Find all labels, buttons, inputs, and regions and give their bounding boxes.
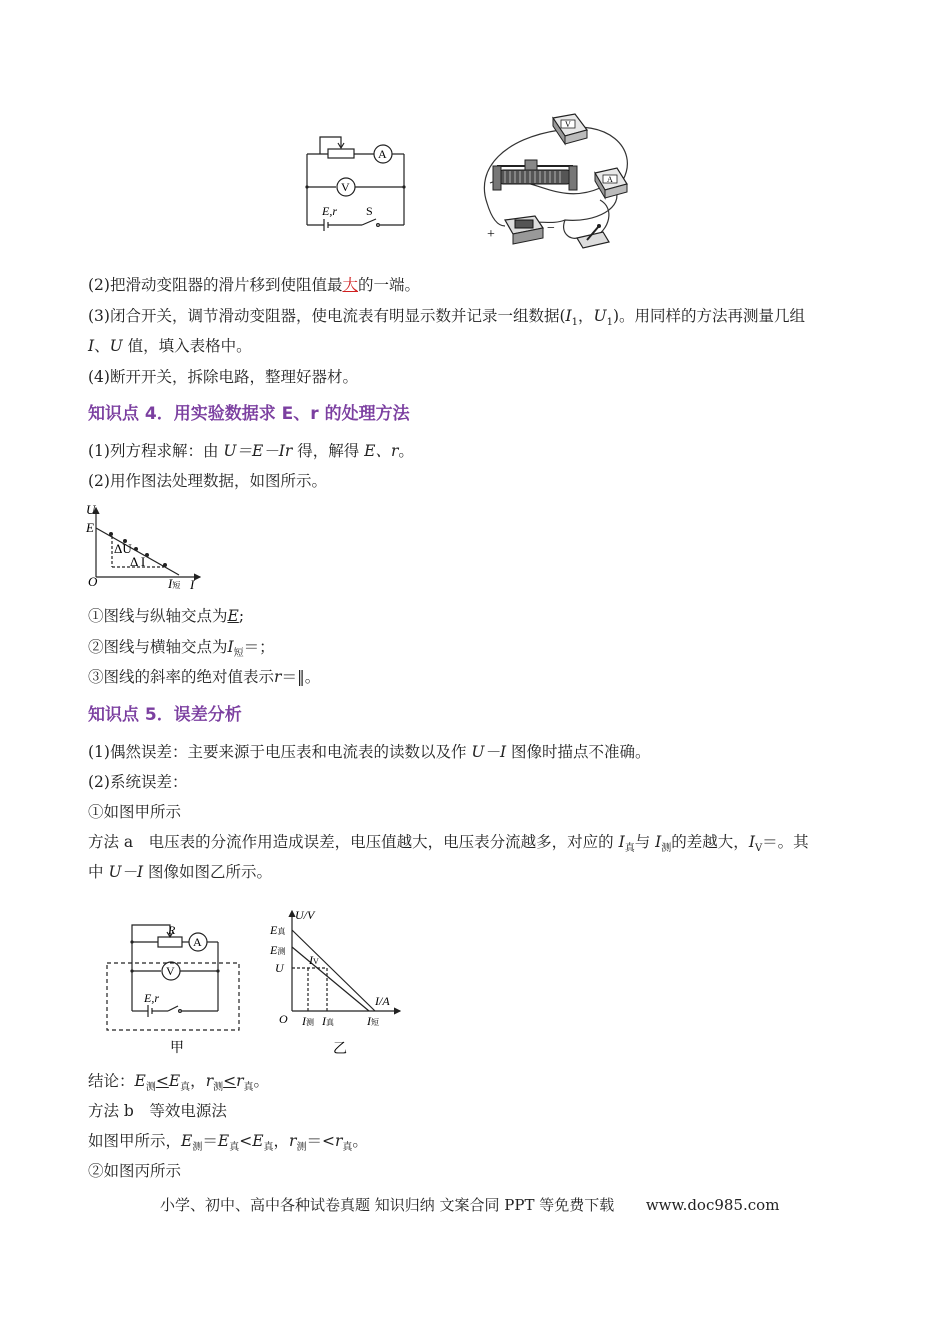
kp5-l4-s2: 测 [661, 843, 672, 855]
kp5-line2: (2)系统误差： [88, 773, 188, 791]
battery-device [487, 216, 555, 244]
graph1-origin: O [88, 574, 98, 589]
meter-v-label: V [565, 120, 571, 129]
mb2-s4: 测 [296, 1142, 307, 1154]
kp4-c3-r: r [274, 668, 282, 686]
kp5-heading: 知识点 5．误差分析 [88, 705, 242, 725]
kp4-line2: (2)用作图法处理数据，如图所示。 [88, 472, 327, 490]
fig-yi-i-short: I短 [367, 1014, 379, 1028]
mb2-s3: 真 [263, 1142, 274, 1154]
step-2-highlight: 大 [342, 276, 358, 294]
kp5-line4 [88, 832, 809, 859]
method-b-line: 方法 b 等效电源法 [88, 1102, 227, 1120]
conc-s3: 测 [213, 1082, 224, 1094]
footer-url[interactable]: www.doc985.com [645, 1196, 780, 1214]
conc-a: 结论： [88, 1072, 135, 1090]
conc-E1: E [134, 1072, 146, 1090]
source-label: E,r [322, 204, 337, 218]
kp4-c2-a: ②图线与横轴交点为 [88, 638, 228, 656]
meter-a-label: A [607, 175, 613, 184]
conc-E2: E [168, 1072, 181, 1090]
kp5-l1-a: (1)偶然误差：主要来源于电压表和电流表的读数以及作 [88, 743, 472, 761]
fig-jia-voltmeter: V [166, 964, 175, 978]
figure-yi [265, 905, 405, 1060]
kp4-c2-sub: 短 [233, 648, 244, 660]
step-3c-I: I [88, 337, 95, 355]
mb2-s1: 测 [192, 1142, 203, 1154]
mb2-end: 。 [352, 1132, 368, 1150]
kp5-l1-ui: U－I [471, 743, 507, 761]
step-3c-end: 值，填入表格中。 [122, 337, 252, 355]
voltmeter-label: V [341, 180, 350, 194]
fig-yi-caption: 乙 [333, 1042, 347, 1057]
kp4-conclusion-1 [88, 606, 244, 626]
step-2-text: (2)把滑动变阻器的滑片移到使阻值最 [88, 276, 343, 294]
kp4-conclusion-3 [88, 667, 320, 687]
ammeter-label: A [378, 147, 387, 161]
graph1-du-label: ΔU [114, 541, 132, 556]
fig-yi-iv: IV [309, 953, 319, 967]
step-2-end: 的一端。 [357, 276, 420, 294]
apparatus-illustration [465, 108, 645, 258]
kp4-c1-E: E [227, 607, 239, 625]
kp5-line3: ①如图甲所示 [88, 803, 182, 821]
conc-end: 。 [253, 1072, 270, 1090]
mb2-eq: ＝ [202, 1132, 218, 1150]
voltmeter-device [553, 114, 587, 144]
kp5-l5-a: 中 [88, 863, 109, 881]
fig-yi-u: U [275, 961, 284, 975]
kp4-l1-d: 。 [398, 442, 414, 460]
kp4-c2-b: ＝； [243, 638, 275, 656]
mb2-s2: 真 [229, 1142, 240, 1154]
switch-label: S [366, 204, 373, 218]
fig-yi-e-meas: E测 [270, 943, 286, 957]
graph1-e-label: E [86, 520, 94, 535]
step-3-sub1: 1 [571, 317, 579, 329]
fig-jia-source: E,r [144, 991, 159, 1005]
kp5-line1 [88, 742, 651, 762]
mb2-comma: ， [273, 1132, 290, 1150]
kp4-c2-I: I [227, 638, 234, 656]
fig-yi-y-label: U/V [295, 908, 315, 922]
kp4-heading: 知识点 4．用实验数据求 E、r 的处理方法 [88, 404, 410, 424]
mb2-E3: E [252, 1132, 264, 1150]
conc-lt2: < [223, 1072, 237, 1090]
fig-yi-i-true: I真 [322, 1014, 334, 1028]
step-3 [88, 306, 805, 333]
step-3-comma: ， [578, 307, 594, 325]
kp4-l1-c: E、r [364, 442, 399, 460]
mb2-E2: E [217, 1132, 230, 1150]
method-b-line2 [88, 1131, 368, 1158]
fig-yi-i-meas: I测 [302, 1014, 314, 1028]
fig-yi-e-true: E真 [270, 923, 286, 937]
step-3-cont [88, 336, 252, 356]
conc-s2: 真 [180, 1082, 191, 1094]
conc-r1: r [205, 1072, 214, 1090]
kp5-l4-a: 方法 a 电压表的分流作用造成误差，电压值越大，电压表分流越多，对应的 [88, 833, 619, 851]
graph1-ishort: I短 [168, 576, 181, 591]
footer-text: 小学、初中、高中各种试卷真题 知识归纳 文案合同 PPT 等免费下载 [160, 1196, 615, 1214]
fig-jia-R: R [168, 923, 176, 937]
graph1-y-label: U [86, 502, 96, 517]
kp5-line5 [88, 862, 272, 882]
mb2-lt: < [239, 1132, 253, 1150]
mb2-r1: r [289, 1132, 297, 1150]
step-3-text: (3)闭合开关，调节滑动变阻器，使电流表有明显示数并记录一组数据( [88, 307, 566, 325]
kp4-c1-b: ; [238, 607, 245, 625]
mb2-s5: 真 [342, 1142, 353, 1154]
kp5-l4-IV: I [748, 833, 755, 851]
conc-s1: 测 [145, 1082, 156, 1094]
step-3c-mid: 、 [94, 337, 110, 355]
kp5-l4-b: 的差越大， [671, 833, 749, 851]
conc-r2: r [236, 1072, 244, 1090]
kp4-c3-a: ③图线的斜率的绝对值表示 [88, 668, 275, 686]
conc-lt1: < [155, 1072, 169, 1090]
ammeter-device [595, 168, 627, 198]
conc-comma: ， [190, 1072, 206, 1090]
kp5-l5-ui: U－I [108, 863, 144, 881]
step-4: (4)断开开关，拆除电路，整理好器材。 [88, 368, 358, 386]
step-3-sub2: 1 [606, 317, 613, 329]
page-footer [160, 1194, 779, 1215]
step-3-text-b: )。用同样的方法再测量几组 [612, 307, 806, 325]
mb2-E1: E [181, 1132, 193, 1150]
step-3c-U: U [109, 337, 123, 355]
kp5-l4-c: ＝。其 [762, 833, 809, 851]
kp4-l1-b: 得，解得 [292, 442, 365, 460]
battery-plus: + [487, 227, 495, 242]
figure-jia [100, 915, 250, 1060]
kp4-l1-a: (1)列方程求解：由 [88, 442, 224, 460]
kp4-conclusion-2 [88, 637, 275, 664]
mb2-eq2: ＝< [306, 1132, 335, 1150]
battery-minus: − [547, 221, 555, 236]
fig-jia-caption: 甲 [170, 1041, 184, 1056]
kp4-c1-a: ①图线与纵轴交点为 [88, 607, 228, 625]
circuit-diagram-top [300, 125, 415, 235]
step-3-U: U [593, 307, 607, 325]
mb2-a: 如图甲所示， [88, 1132, 182, 1150]
mb2-r2: r [334, 1132, 343, 1150]
kp5-l4-s1: 真 [624, 843, 635, 855]
step-3-I: I [565, 307, 572, 325]
step-2 [88, 275, 420, 295]
conc-s4: 真 [243, 1082, 254, 1094]
graph1-x-label: I [190, 577, 195, 592]
kp4-line1 [88, 441, 414, 461]
kp5-l4-I1: I [618, 833, 625, 851]
graph1-di-label: Δ I [130, 554, 146, 569]
kp5-l4-sV: V [754, 843, 763, 855]
fig-jia-ammeter: A [193, 935, 202, 949]
ui-graph-small [84, 502, 204, 594]
kp5-l4-I2: I [655, 833, 662, 851]
kp5-l1-b: 图像时描点不准确。 [506, 743, 651, 761]
switch-device [577, 224, 609, 248]
kp5-l4-mid: 与 [634, 833, 656, 851]
kp5-line6: ②如图丙所示 [88, 1162, 182, 1180]
conclusion-line [88, 1071, 269, 1098]
kp5-l5-b: 图像如图乙所示。 [143, 863, 273, 881]
fig-yi-origin: O [279, 1012, 288, 1026]
fig-yi-x-label: I/A [375, 994, 390, 1008]
kp4-c3-b: ＝‖。 [281, 668, 321, 686]
kp4-l1-eq: U＝E－Ir [223, 442, 293, 460]
